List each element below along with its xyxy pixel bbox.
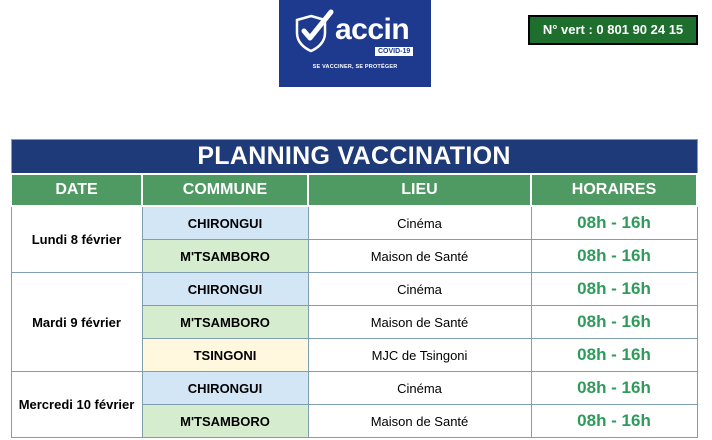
commune-cell: CHIRONGUI: [142, 206, 308, 240]
commune-cell: CHIRONGUI: [142, 372, 308, 405]
lieu-cell: Cinéma: [308, 206, 531, 240]
horaires-cell: 08h - 16h: [531, 405, 697, 438]
date-cell: Lundi 8 février: [11, 206, 142, 273]
date-cell: Mardi 9 février: [11, 273, 142, 372]
table-row: [11, 372, 697, 405]
lieu-cell: Maison de Santé: [308, 405, 531, 438]
lieu-cell: MJC de Tsingoni: [308, 339, 531, 372]
header-lieu: LIEU: [308, 174, 531, 206]
commune-cell: CHIRONGUI: [142, 273, 308, 306]
table-title: PLANNING VACCINATION: [11, 140, 697, 175]
horaires-cell: 08h - 16h: [531, 339, 697, 372]
hotline-badge: N° vert : 0 801 90 24 15: [528, 15, 698, 45]
commune-cell: TSINGONI: [142, 339, 308, 372]
horaires-cell: 08h - 16h: [531, 206, 697, 240]
logo-tagline: SE VACCINER, SE PROTÉGER: [312, 64, 398, 70]
commune-cell: M'TSAMBORO: [142, 306, 308, 339]
header-horaires: HORAIRES: [531, 174, 697, 206]
table-row: [11, 273, 697, 306]
header-date: DATE: [11, 174, 142, 206]
shield-check-icon: [279, 0, 339, 60]
logo-covid-badge: COVID-19: [375, 47, 413, 56]
horaires-cell: 08h - 16h: [531, 240, 697, 273]
table-row: [11, 206, 697, 240]
logo-brand-text: accin: [335, 13, 410, 46]
header-commune: COMMUNE: [142, 174, 308, 206]
lieu-cell: Maison de Santé: [308, 240, 531, 273]
lieu-cell: Cinéma: [308, 372, 531, 405]
commune-cell: M'TSAMBORO: [142, 240, 308, 273]
date-cell: Mercredi 10 février: [11, 372, 142, 438]
vaccin-logo: [279, 0, 431, 87]
commune-cell: M'TSAMBORO: [142, 405, 308, 438]
vaccination-schedule-table: [10, 139, 698, 438]
horaires-cell: 08h - 16h: [531, 306, 697, 339]
horaires-cell: 08h - 16h: [531, 372, 697, 405]
lieu-cell: Maison de Santé: [308, 306, 531, 339]
lieu-cell: Cinéma: [308, 273, 531, 306]
horaires-cell: 08h - 16h: [531, 273, 697, 306]
